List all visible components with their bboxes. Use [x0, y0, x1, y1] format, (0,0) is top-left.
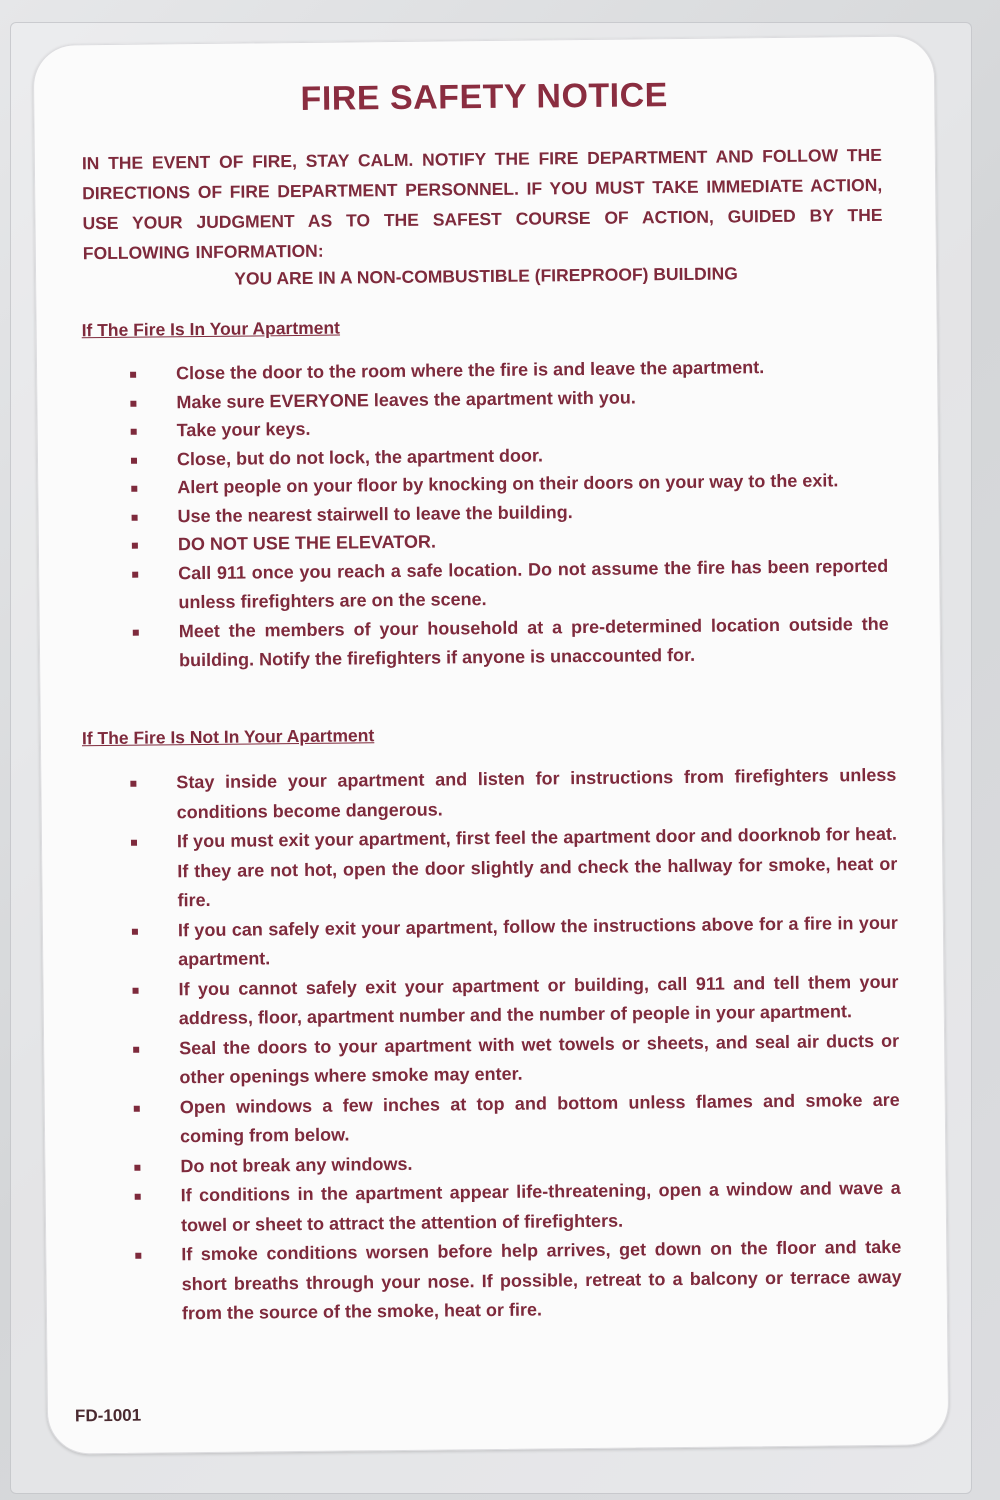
list-item-text: If you can safely exit your apartment, follow the instructions above for a fire in your apartment. [177, 912, 898, 970]
list-item-text: Use the nearest stairwell to leave the building. [177, 501, 573, 526]
list-item [134, 1085, 901, 1152]
list-item-text: Close the door to the room where the fire is and leave the apartment. [175, 357, 765, 384]
list-item [133, 609, 890, 676]
list-item [135, 1233, 902, 1330]
bullet-icon [131, 486, 137, 492]
list-item-text: Alert people on your floor by knocking on their doors on your way to the exit. [177, 470, 839, 498]
bullet-icon [130, 781, 136, 787]
list-item [135, 1174, 902, 1241]
bullet-icon [131, 840, 137, 846]
list-item-text: If you cannot safely exit your apartment or building, call 911 and tell them your address, floor, apartment number and the number of people in your apartment. [178, 971, 899, 1029]
list-item-text: If you must exit your apartment, first feel the apartment door and doorknob for heat. If they are not hot, open the door slightly and check the hallway for smoke, heat or fire. [176, 823, 898, 911]
list-item [133, 1026, 900, 1093]
bullet-icon [131, 457, 137, 463]
list-item-text: Do not break any windows. [180, 1153, 413, 1176]
list-item [131, 820, 898, 917]
section-heading-fire-in-apartment: If The Fire Is In Your Apartment [81, 317, 341, 341]
list-item-text: Open windows a few inches at top and bottom unless flames and smoke are coming from below. [179, 1089, 900, 1147]
section-heading-fire-not-in-apartment: If The Fire Is Not In Your Apartment [81, 725, 375, 749]
fire-safety-sign [33, 35, 950, 1454]
list-item-text: Meet the members of your household at a pre-determined location outside the building. Notify the firefighters if anyone is unaccounted for. [178, 613, 889, 671]
list-item-text: Call 911 once you reach a safe location. Do not assume the fire has been reported unless firefighters are on the scene. [178, 555, 889, 613]
list-item-text: Close, but do not lock, the apartment door. [176, 444, 544, 469]
form-code: FD-1001 [74, 1405, 142, 1426]
bullet-icon [134, 1105, 140, 1111]
bullet-icon [132, 928, 138, 934]
list-item [132, 551, 889, 618]
bullet-icon [131, 429, 137, 435]
list-item-text: Seal the doors to your apartment with wet towels or sheets, and seal air ducts or other openings where smoke may enter. [179, 1030, 900, 1088]
bullet-icon [130, 372, 136, 378]
list-item-text: Stay inside your apartment and listen for instructions from firefighters unless conditions become dangerous. [176, 764, 897, 822]
list-item [132, 967, 899, 1034]
intro-paragraph: IN THE EVENT OF FIRE, STAY CALM. NOTIFY THE FIRE DEPARTMENT AND FOLLOW THE DIRECTIONS OF FIRE DEPARTMENT PERSONNEL. IF YOU MUST TAKE IMMEDIATE ACTION, USE YOUR JUDGMENT AS TO THE SAFEST COURSE OF ACTION, GUIDED BY THE FOLLOWING INFORMATION: [81, 144, 883, 264]
list-item-text: If smoke conditions worsen before help arrives, get down on the floor and take short breaths through your nose. If possible, retreat to a balcony or terrace away from the source of the smoke, heat or fire. [181, 1236, 902, 1324]
bullet-icon [135, 1194, 141, 1200]
list-item-text: If conditions in the apartment appear life-threatening, open a window and wave a towel or sheet to attract the attention of firefighters. [180, 1177, 901, 1235]
list-fire-not-in-apartment [130, 761, 902, 1329]
bullet-icon [133, 987, 139, 993]
building-type-statement: YOU ARE IN A NON-COMBUSTIBLE (FIREPROOF) BUILDING [234, 263, 738, 289]
list-item [130, 761, 897, 828]
list-fire-in-apartment [130, 352, 889, 675]
list-item-text: Make sure EVERYONE leaves the apartment with you. [176, 386, 636, 412]
bullet-icon [132, 543, 138, 549]
sign-title: FIRE SAFETY NOTICE [300, 76, 669, 118]
bullet-icon [133, 629, 139, 635]
bullet-icon [132, 571, 138, 577]
bullet-icon [133, 1046, 139, 1052]
bullet-icon [132, 514, 138, 520]
list-item [132, 908, 899, 975]
list-item-text: Take your keys. [176, 418, 311, 441]
list-item-text: DO NOT USE THE ELEVATOR. [177, 531, 437, 555]
bullet-icon [134, 1164, 140, 1170]
bullet-icon [135, 1253, 141, 1259]
bullet-icon [130, 400, 136, 406]
